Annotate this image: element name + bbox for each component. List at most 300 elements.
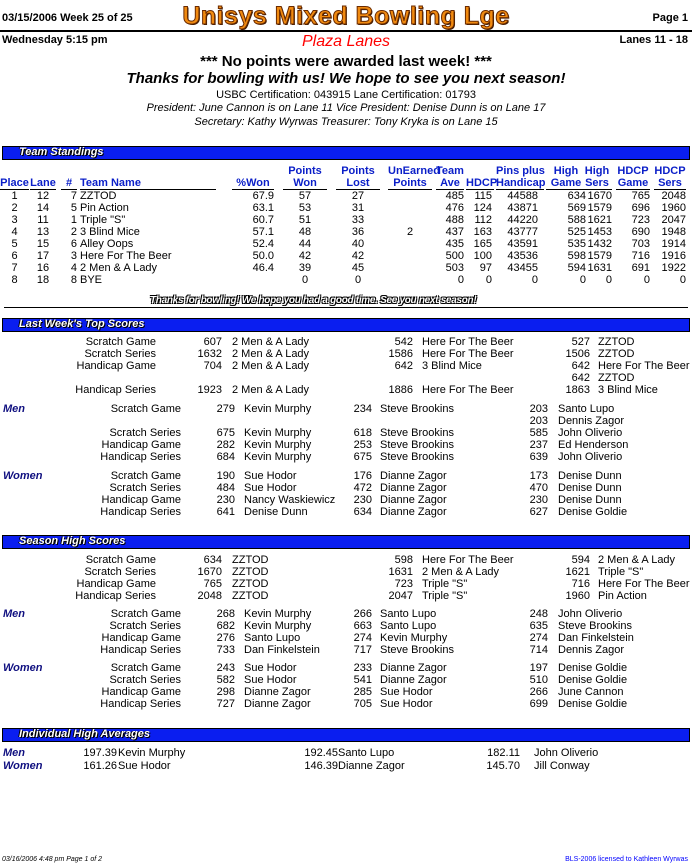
- score-name: Sue Hodor: [244, 674, 297, 686]
- cell-hdg: 703: [631, 238, 650, 250]
- score-name: Santo Lupo: [380, 620, 437, 632]
- cell-lost: 0: [354, 274, 362, 286]
- cell-pins: 43871: [507, 202, 538, 214]
- cell-ave: 503: [445, 262, 464, 274]
- column-header-pins-line1: Pins plus: [496, 165, 545, 177]
- cell-ave: 476: [445, 202, 464, 214]
- score-name: ZZTOD: [232, 554, 269, 566]
- cell-hs: 1579: [587, 202, 612, 214]
- score-value: 266: [353, 608, 372, 620]
- score-value: 248: [529, 608, 548, 620]
- score-value: 1632: [197, 348, 222, 360]
- score-name: Dianne Zagor: [380, 482, 447, 494]
- women-label: Women: [3, 662, 43, 674]
- column-header-hdg-line1: HDCP: [617, 165, 649, 177]
- license-note: BLS-2006 licensed to Kathleen Wyrwas: [565, 856, 688, 863]
- score-value: 176: [353, 470, 372, 482]
- score-name: June Cannon: [558, 686, 624, 698]
- cell-hg: 569: [567, 202, 586, 214]
- score-name: Steve Brookins: [380, 403, 454, 415]
- column-header-won-line1: Points: [288, 165, 322, 177]
- score-name: Kevin Murphy: [380, 632, 448, 644]
- score-value: 230: [353, 494, 372, 506]
- cell-name: Here For The Beer: [80, 250, 172, 262]
- cell-lost: 31: [351, 202, 365, 214]
- column-header-hdcp: HDCP: [466, 177, 498, 189]
- cell-name: 2 Men & A Lady: [80, 262, 158, 274]
- cell-won: 0: [301, 274, 309, 286]
- season-high-band: [2, 535, 690, 549]
- score-value: 470: [529, 482, 548, 494]
- score-name: ZZTOD: [232, 566, 269, 578]
- score-name: Sue Hodor: [380, 686, 433, 698]
- score-name: Ed Henderson: [558, 439, 629, 451]
- score-value: 716: [571, 578, 590, 590]
- score-name: John Oliverio: [558, 427, 623, 439]
- score-name: Santo Lupo: [558, 403, 615, 415]
- officers-line-2: Secretary: Kathy Wyrwas Treasurer: Tony Kryka is on Lane 15: [194, 116, 498, 128]
- average-name: Dianne Zagor: [338, 760, 405, 772]
- score-value: 237: [529, 439, 548, 451]
- cell-won: 48: [298, 226, 312, 238]
- cell-num: 5: [70, 202, 77, 214]
- score-label: Handicap Game: [101, 494, 181, 506]
- score-value: 230: [529, 494, 548, 506]
- score-name: 3 Blind Mice: [422, 360, 482, 372]
- score-label: Scratch Series: [109, 620, 181, 632]
- score-name: Here For The Beer: [598, 360, 690, 372]
- score-label: Scratch Series: [109, 674, 181, 686]
- team-standings-band: [2, 146, 690, 160]
- cell-lane: 18: [36, 274, 50, 286]
- cell-pins: 43455: [507, 262, 538, 274]
- cell-hs: 1579: [587, 250, 612, 262]
- cell-won: 44: [298, 238, 312, 250]
- score-name: ZZTOD: [232, 590, 269, 602]
- cell-hs: 0: [605, 274, 612, 286]
- cell-num: 4: [70, 262, 77, 274]
- column-header-place: Place: [0, 177, 29, 189]
- cell-hdcp: 112: [474, 214, 492, 226]
- score-value: 699: [529, 698, 548, 710]
- score-name: Dan Finkelstein: [244, 644, 320, 656]
- score-name: Here For The Beer: [422, 554, 514, 566]
- score-name: Denise Goldie: [558, 674, 628, 686]
- section-title: Team Standings: [19, 146, 104, 158]
- score-value: 274: [353, 632, 372, 644]
- score-name: Dan Finkelstein: [558, 632, 634, 644]
- column-header-hs: Sers: [582, 177, 612, 190]
- score-value: 1506: [565, 348, 590, 360]
- score-value: 1886: [388, 384, 413, 396]
- score-value: 634: [353, 506, 372, 518]
- score-name: Denise Dunn: [244, 506, 308, 518]
- average-name: Jill Conway: [534, 760, 590, 772]
- score-label: Scratch Game: [85, 554, 156, 566]
- cell-pct: 63.1: [252, 202, 274, 214]
- score-value: 684: [216, 451, 235, 463]
- column-header-lane: Lane: [30, 177, 56, 189]
- score-label: Scratch Series: [84, 348, 156, 360]
- score-name: 2 Men & A Lady: [232, 384, 310, 396]
- score-label: Scratch Game: [110, 662, 181, 674]
- printed-timestamp: 03/16/2006 4:48 pm Page 1 of 2: [2, 856, 103, 863]
- score-value: 1670: [197, 566, 222, 578]
- score-name: Dianne Zagor: [380, 662, 447, 674]
- standings-row: [0, 238, 692, 250]
- column-header-num: #: [61, 177, 77, 190]
- last-week-band: [2, 318, 690, 332]
- score-name: Here For The Beer: [422, 384, 514, 396]
- cell-num: 3: [70, 250, 77, 262]
- cell-hdg: 690: [631, 226, 650, 238]
- score-value: 233: [353, 662, 372, 674]
- score-label: Handicap Game: [76, 578, 156, 590]
- score-value: 243: [216, 662, 235, 674]
- score-name: Sue Hodor: [244, 482, 297, 494]
- score-name: Kevin Murphy: [244, 439, 312, 451]
- score-value: 190: [216, 470, 235, 482]
- score-name: ZZTOD: [598, 372, 635, 384]
- cell-pct: 52.4: [252, 238, 274, 250]
- score-value: 642: [571, 360, 590, 372]
- men-label: Men: [3, 403, 25, 415]
- cell-name: Triple "S": [80, 214, 126, 226]
- score-value: 642: [394, 360, 413, 372]
- score-value: 203: [529, 415, 548, 427]
- cell-place: 7: [11, 262, 18, 274]
- score-label: Scratch Game: [85, 336, 156, 348]
- cell-hs: 1670: [587, 190, 612, 202]
- average-value: 161.26: [83, 760, 117, 772]
- score-value: 714: [529, 644, 548, 656]
- cell-pins: 43777: [507, 226, 538, 238]
- score-name: ZZTOD: [232, 578, 269, 590]
- score-name: Pin Action: [598, 590, 647, 602]
- score-name: 2 Men & A Lady: [422, 566, 500, 578]
- column-header-pins: Handicap: [496, 177, 546, 189]
- cell-won: 53: [298, 202, 312, 214]
- score-value: 639: [529, 451, 548, 463]
- column-header-hds-line1: HDCP: [654, 165, 686, 177]
- score-value: 1586: [388, 348, 413, 360]
- cell-won: 39: [298, 262, 312, 274]
- section-title: Individual High Averages: [19, 728, 151, 740]
- score-name: Triple "S": [598, 566, 644, 578]
- day-time: Wednesday 5:15 pm: [2, 34, 108, 46]
- cell-won: 51: [298, 214, 312, 226]
- column-header-hg-line1: High: [553, 165, 579, 177]
- cell-ave: 437: [445, 226, 464, 238]
- score-value: 2048: [197, 590, 222, 602]
- column-header-hds: Sers: [654, 177, 686, 190]
- lanes-range: Lanes 11 - 18: [619, 34, 688, 46]
- cell-place: 8: [11, 274, 18, 286]
- score-name: 3 Blind Mice: [598, 384, 658, 396]
- score-value: 1621: [565, 566, 590, 578]
- score-value: 704: [203, 360, 222, 372]
- score-value: 484: [216, 482, 235, 494]
- score-name: Here For The Beer: [422, 348, 514, 360]
- score-name: John Oliverio: [558, 608, 623, 620]
- score-label: Handicap Game: [101, 632, 181, 644]
- score-name: 2 Men & A Lady: [232, 360, 310, 372]
- score-value: 266: [529, 686, 548, 698]
- cell-hds: 1922: [661, 262, 686, 274]
- cell-ave: 0: [457, 274, 464, 286]
- cell-hdg: 716: [631, 250, 650, 262]
- score-value: 1631: [388, 566, 413, 578]
- average-value: 197.39: [83, 747, 117, 759]
- score-name: Dianne Zagor: [380, 674, 447, 686]
- cell-hds: 0: [679, 274, 686, 286]
- cell-unearned: 2: [406, 226, 414, 238]
- score-value: 682: [216, 620, 235, 632]
- column-header-ave-line1: Team: [436, 165, 464, 177]
- cell-hdcp: 124: [473, 202, 492, 214]
- score-value: 635: [529, 620, 548, 632]
- cell-hdcp: 100: [473, 250, 492, 262]
- score-name: Denise Goldie: [558, 506, 628, 518]
- women-label: Women: [3, 760, 43, 772]
- average-value: 192.45: [304, 747, 338, 759]
- cell-num: 1: [70, 214, 77, 226]
- cell-num: 6: [70, 238, 77, 250]
- score-name: Kevin Murphy: [244, 451, 312, 463]
- certification-line: USBC Certification: 043915 Lane Certification: 01793: [216, 89, 476, 101]
- cell-name: Alley Oops: [80, 238, 134, 250]
- average-value: 182.11: [487, 747, 520, 759]
- score-name: Sue Hodor: [380, 698, 433, 710]
- score-label: Handicap Series: [100, 506, 181, 518]
- score-name: Denise Dunn: [558, 470, 622, 482]
- score-value: 234: [353, 403, 372, 415]
- score-value: 705: [353, 698, 372, 710]
- cell-hs: 1631: [587, 262, 612, 274]
- score-label: Scratch Series: [109, 427, 181, 439]
- cell-pct: 60.7: [252, 214, 274, 226]
- column-header-unearned: Points: [388, 177, 432, 190]
- score-value: 723: [394, 578, 413, 590]
- officers-line-1: President: June Cannon is on Lane 11 Vice President: Denise Dunn is on Lane 17: [146, 102, 546, 114]
- men-label: Men: [3, 608, 25, 620]
- score-value: 510: [529, 674, 548, 686]
- score-name: Sue Hodor: [244, 470, 297, 482]
- cell-place: 2: [11, 202, 18, 214]
- score-label: Scratch Game: [110, 608, 181, 620]
- score-name: Kevin Murphy: [244, 403, 312, 415]
- score-value: 618: [353, 427, 372, 439]
- score-label: Scratch Series: [84, 566, 156, 578]
- score-value: 276: [216, 632, 235, 644]
- score-value: 641: [216, 506, 235, 518]
- score-name: Sue Hodor: [244, 662, 297, 674]
- cell-pct: 46.4: [252, 262, 274, 274]
- column-header-won: Won: [283, 177, 327, 190]
- high-averages-band: [2, 728, 690, 742]
- standings-footer-line: [4, 307, 688, 308]
- column-header-hg: Game: [546, 177, 586, 190]
- cell-place: 4: [11, 226, 18, 238]
- score-value: 627: [529, 506, 548, 518]
- standings-footer-banner: Thanks for bowling! We hope you had a good time. See you next season!: [150, 295, 477, 306]
- score-label: Handicap Series: [100, 451, 181, 463]
- score-name: Steve Brookins: [380, 427, 454, 439]
- cell-hds: 1914: [661, 238, 686, 250]
- cell-lost: 27: [351, 190, 365, 202]
- score-label: Handicap Series: [100, 698, 181, 710]
- score-value: 607: [203, 336, 222, 348]
- cell-hg: 588: [567, 214, 586, 226]
- score-name: Santo Lupo: [244, 632, 301, 644]
- cell-hg: 535: [567, 238, 586, 250]
- thanks-message: Thanks for bowling with us! We hope to see you next season!: [126, 70, 566, 87]
- score-value: 282: [216, 439, 235, 451]
- score-name: Denise Dunn: [558, 482, 622, 494]
- column-header-pct: %Won: [232, 177, 274, 190]
- score-label: Scratch Series: [109, 482, 181, 494]
- column-header-hdg: Game: [617, 177, 649, 189]
- cell-hds: 1916: [661, 250, 686, 262]
- cell-pct: 57.1: [252, 226, 274, 238]
- score-name: 2 Men & A Lady: [232, 348, 310, 360]
- score-value: 197: [529, 662, 548, 674]
- cell-hdcp: 0: [485, 274, 492, 286]
- score-name: Dennis Zagor: [558, 415, 625, 427]
- score-name: Denise Goldie: [558, 698, 628, 710]
- cell-pins: 43536: [507, 250, 538, 262]
- score-value: 582: [216, 674, 235, 686]
- standings-row: [0, 262, 692, 274]
- cell-name: Pin Action: [80, 202, 129, 214]
- score-value: 274: [529, 632, 548, 644]
- score-value: 634: [203, 554, 222, 566]
- score-name: Kevin Murphy: [244, 608, 312, 620]
- score-name: Nancy Waskiewicz: [244, 494, 336, 506]
- cell-hdg: 696: [631, 202, 650, 214]
- average-value: 146.39: [304, 760, 338, 772]
- average-name: Kevin Murphy: [118, 747, 186, 759]
- cell-lost: 42: [351, 250, 365, 262]
- cell-num: 7: [70, 190, 77, 202]
- cell-ave: 435: [445, 238, 464, 250]
- score-value: 1923: [197, 384, 222, 396]
- cell-hdg: 691: [631, 262, 650, 274]
- score-name: 2 Men & A Lady: [232, 336, 310, 348]
- cell-pins: 43591: [507, 238, 538, 250]
- standings-row: [0, 226, 692, 238]
- score-label: Handicap Game: [101, 686, 181, 698]
- score-name: Steve Brookins: [380, 439, 454, 451]
- score-name: Steve Brookins: [558, 620, 632, 632]
- column-header-hs-line1: High: [584, 165, 610, 177]
- score-name: Steve Brookins: [380, 451, 454, 463]
- score-value: 642: [571, 372, 590, 384]
- cell-hds: 2047: [661, 214, 686, 226]
- score-label: Handicap Game: [101, 439, 181, 451]
- score-value: 733: [216, 644, 235, 656]
- score-value: 253: [353, 439, 372, 451]
- cell-name: ZZTOD: [80, 190, 117, 202]
- notice-message: *** No points were awarded last week! ***: [200, 53, 492, 70]
- score-value: 2047: [388, 590, 413, 602]
- score-value: 727: [216, 698, 235, 710]
- cell-hg: 0: [579, 274, 586, 286]
- cell-hs: 1432: [587, 238, 612, 250]
- average-name: Sue Hodor: [118, 760, 171, 772]
- score-name: Here For The Beer: [598, 578, 690, 590]
- cell-place: 1: [11, 190, 18, 202]
- score-value: 594: [571, 554, 590, 566]
- column-header-unearned-line1: UnEarned: [388, 165, 440, 177]
- cell-lane: 13: [36, 226, 50, 238]
- score-value: 285: [353, 686, 372, 698]
- average-value: 145.70: [486, 760, 520, 772]
- standings-row: [0, 274, 692, 286]
- cell-hdg: 0: [643, 274, 650, 286]
- cell-hds: 1948: [661, 226, 686, 238]
- cell-pins: 44588: [507, 190, 538, 202]
- cell-won: 57: [298, 190, 312, 202]
- score-value: 268: [216, 608, 235, 620]
- cell-name: 3 Blind Mice: [80, 226, 140, 238]
- score-value: 230: [216, 494, 235, 506]
- cell-place: 5: [11, 238, 18, 250]
- cell-pct: 50.0: [252, 250, 274, 262]
- cell-lane: 14: [36, 202, 50, 214]
- score-label: Handicap Series: [75, 590, 156, 602]
- score-value: 542: [394, 336, 413, 348]
- score-value: 1863: [565, 384, 590, 396]
- score-value: 472: [353, 482, 372, 494]
- cell-lane: 11: [37, 214, 49, 226]
- header-divider: [0, 30, 692, 32]
- women-label: Women: [3, 470, 43, 482]
- average-name: John Oliverio: [534, 747, 599, 759]
- score-value: 298: [216, 686, 235, 698]
- league-title: Unisys Mixed Bowling Lge: [182, 2, 510, 30]
- score-label: Handicap Series: [75, 384, 156, 396]
- cell-num: 8: [70, 274, 77, 286]
- bowling-center-name: Plaza Lanes: [301, 33, 391, 50]
- cell-hg: 525: [567, 226, 586, 238]
- cell-num: 2: [70, 226, 77, 238]
- score-label: Scratch Game: [110, 403, 181, 415]
- score-name: Kevin Murphy: [244, 620, 312, 632]
- column-header-lost: Lost: [336, 177, 380, 190]
- score-name: Triple "S": [422, 590, 468, 602]
- score-name: 2 Men & A Lady: [598, 554, 676, 566]
- score-name: Triple "S": [422, 578, 468, 590]
- score-name: Dianne Zagor: [380, 470, 447, 482]
- cell-hg: 634: [567, 190, 586, 202]
- score-label: Scratch Game: [110, 470, 181, 482]
- standings-row: [0, 214, 692, 226]
- score-name: Steve Brookins: [380, 644, 454, 656]
- score-name: ZZTOD: [598, 348, 635, 360]
- column-header-name: Team Name: [80, 177, 216, 190]
- score-name: Dianne Zagor: [380, 506, 447, 518]
- report-date-week: 03/15/2006 Week 25 of 25: [2, 12, 133, 24]
- average-name: Santo Lupo: [338, 747, 395, 759]
- score-name: Dennis Zagor: [558, 644, 625, 656]
- standings-row: [0, 250, 692, 262]
- score-name: Dianne Zagor: [244, 698, 311, 710]
- cell-hdg: 723: [631, 214, 650, 226]
- cell-place: 6: [11, 250, 18, 262]
- cell-pins: 44220: [507, 214, 538, 226]
- cell-pins: 0: [531, 274, 538, 286]
